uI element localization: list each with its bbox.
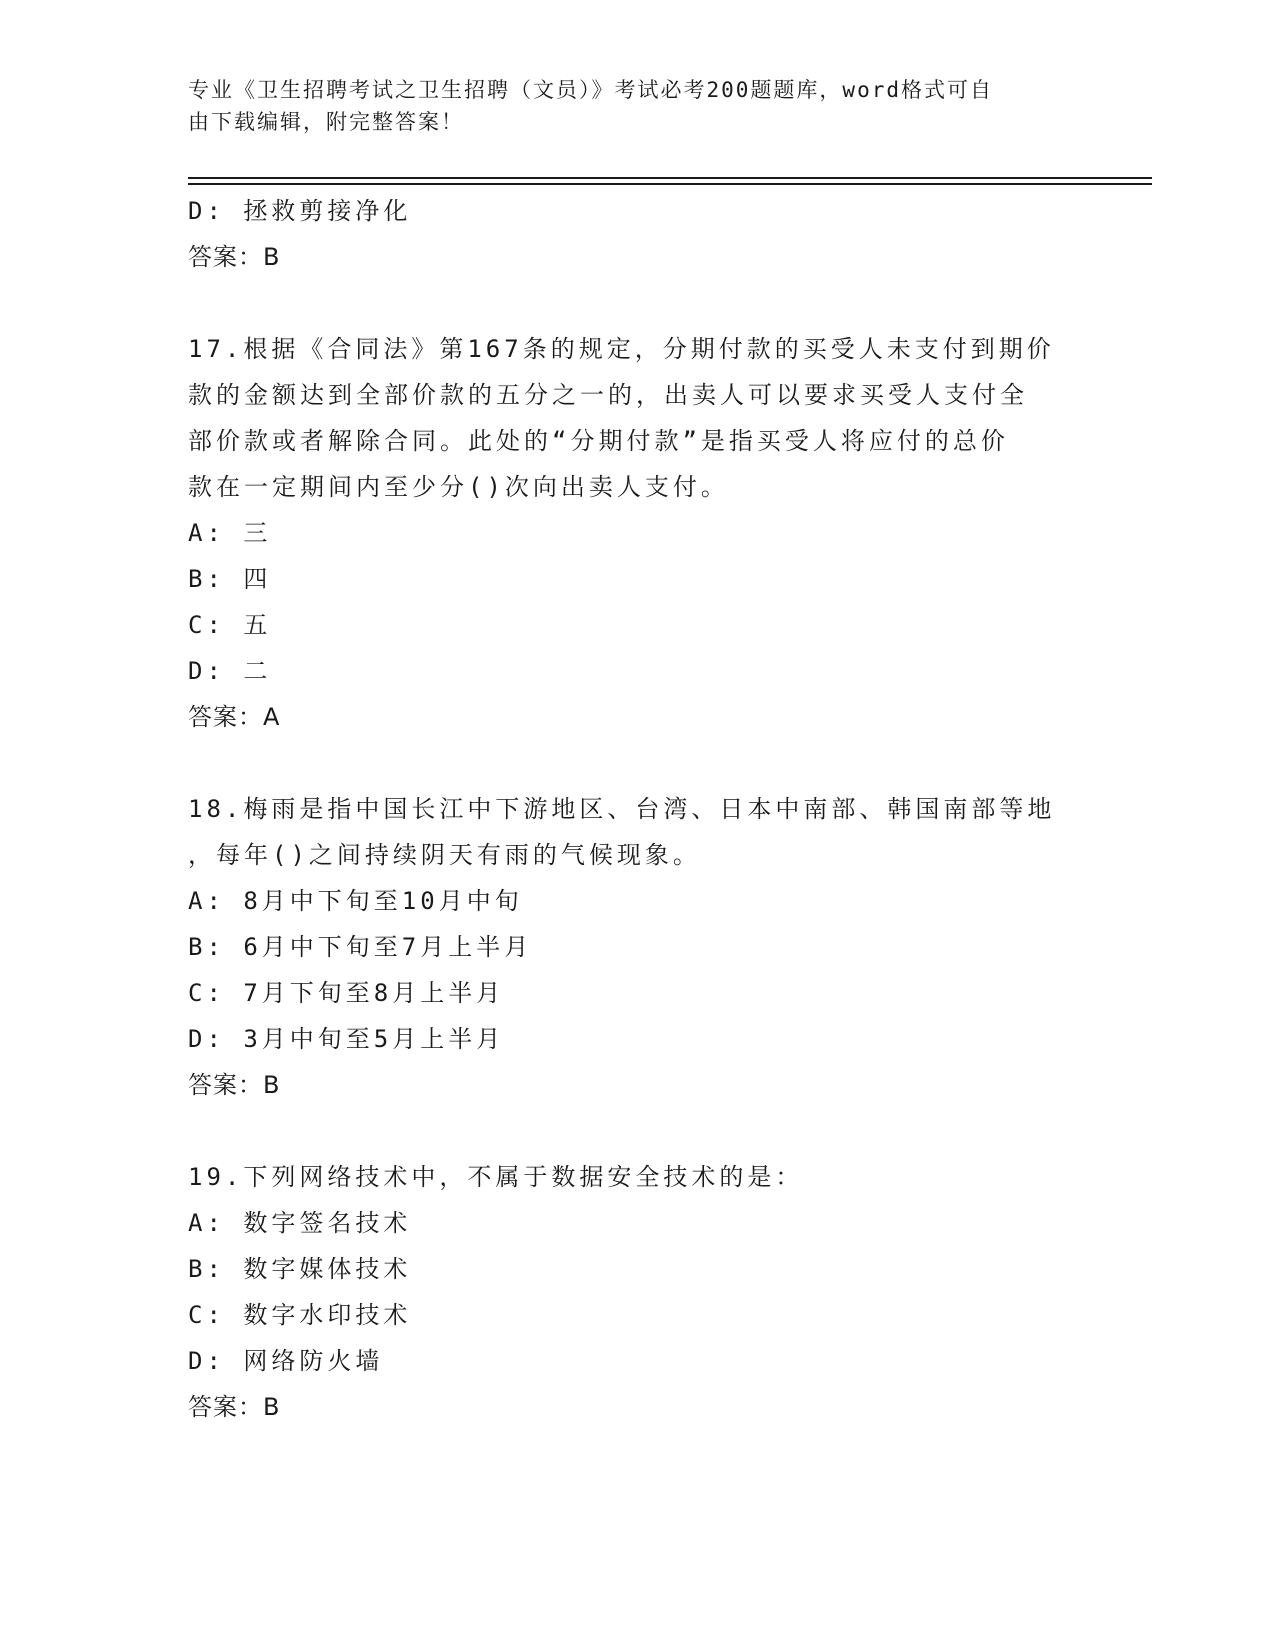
question-19 bbox=[188, 1154, 1088, 1430]
answer-line: 答案：B bbox=[188, 1071, 281, 1099]
option-a: A: 数字签名技术 bbox=[188, 1209, 412, 1237]
question-18 bbox=[188, 786, 1088, 1108]
question-17 bbox=[188, 326, 1088, 740]
spacer bbox=[188, 740, 1088, 786]
header-divider-bottom bbox=[188, 183, 1152, 185]
option-d: D: 拯救剪接净化 bbox=[188, 197, 412, 225]
option-c: C: 数字水印技术 bbox=[188, 1301, 412, 1329]
question-text-line: 款在一定期间内至少分()次向出卖人支付。 bbox=[188, 473, 729, 501]
option-b: B: 数字媒体技术 bbox=[188, 1255, 412, 1283]
document-body bbox=[188, 188, 1088, 1430]
header-line-1: 专业《卫生招聘考试之卫生招聘（文员）》考试必考200题题库，word格式可自 bbox=[188, 78, 993, 102]
question-text-line: 17.根据《合同法》第167条的规定，分期付款的买受人未支付到期价 bbox=[188, 335, 1055, 363]
answer-line: 答案：B bbox=[188, 243, 281, 271]
question-text-line: 18.梅雨是指中国长江中下游地区、台湾、日本中南部、韩国南部等地 bbox=[188, 795, 1056, 823]
option-a: A: 三 bbox=[188, 519, 272, 547]
answer-line: 答案：B bbox=[188, 1393, 281, 1421]
question-text-line: 部价款或者解除合同。此处的“分期付款”是指买受人将应付的总价 bbox=[188, 427, 1009, 455]
spacer bbox=[188, 280, 1088, 326]
previous-question-tail bbox=[188, 188, 1088, 280]
spacer bbox=[188, 1108, 1088, 1154]
question-text-line: ，每年()之间持续阴天有雨的气候现象。 bbox=[188, 841, 701, 869]
question-text bbox=[188, 786, 1088, 878]
question-text bbox=[188, 326, 1088, 510]
question-text-line: 款的金额达到全部价款的五分之一的，出卖人可以要求买受人支付全 bbox=[188, 381, 1028, 409]
option-d: D: 二 bbox=[188, 657, 272, 685]
option-b: B: 四 bbox=[188, 565, 272, 593]
document-header bbox=[188, 74, 1088, 138]
answer-line: 答案：A bbox=[188, 703, 281, 731]
header-divider-top bbox=[188, 177, 1152, 179]
option-a: A: 8月中下旬至10月中旬 bbox=[188, 887, 523, 915]
question-text bbox=[188, 1154, 1088, 1200]
option-c: C: 7月下旬至8月上半月 bbox=[188, 979, 505, 1007]
option-d: D: 3月中旬至5月上半月 bbox=[188, 1025, 505, 1053]
option-b: B: 6月中下旬至7月上半月 bbox=[188, 933, 533, 961]
option-c: C: 五 bbox=[188, 611, 272, 639]
header-line-2: 由下载编辑，附完整答案！ bbox=[188, 110, 464, 134]
option-d: D: 网络防火墙 bbox=[188, 1347, 384, 1375]
question-text-line: 19.下列网络技术中，不属于数据安全技术的是： bbox=[188, 1163, 804, 1191]
